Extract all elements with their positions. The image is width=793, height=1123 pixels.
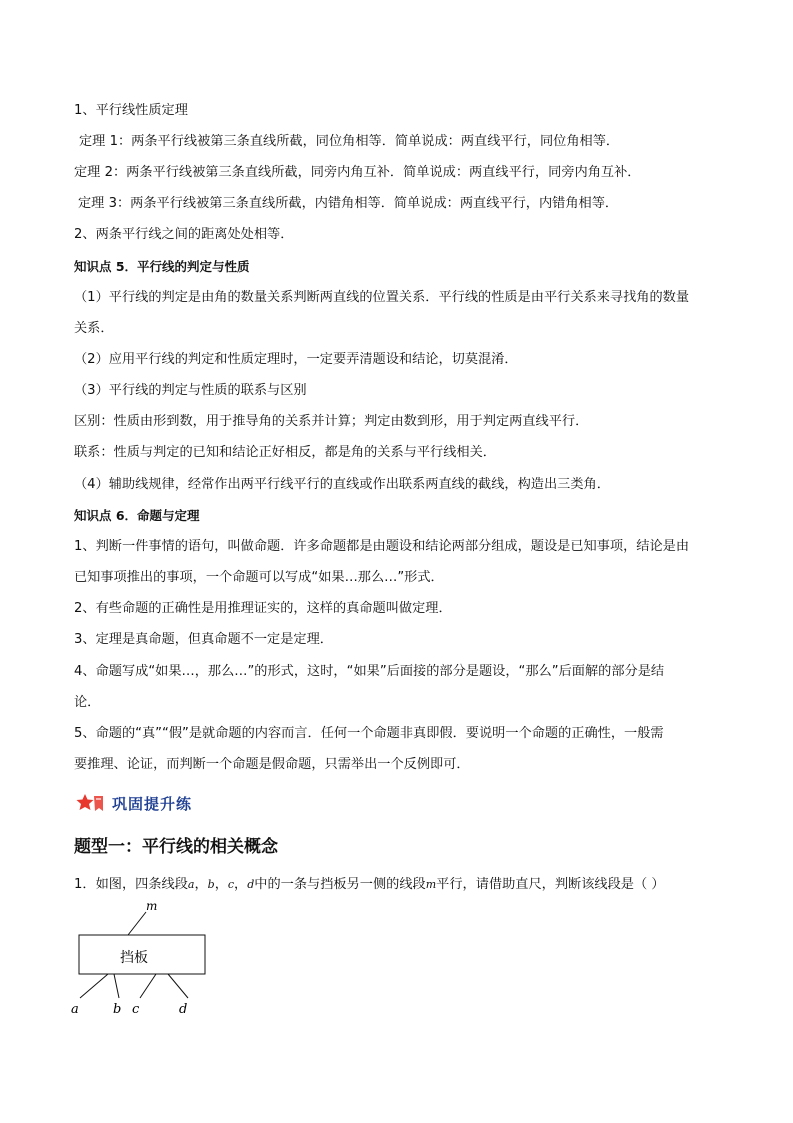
text-line: 要推理、论证，而判断一个命题是假命题，只需举出一个反例即可． <box>74 757 470 772</box>
segment-m <box>128 912 146 935</box>
section-label: 巩固提升练 <box>112 794 193 813</box>
text-line: 2、两条平行线之间的距离处处相等． <box>74 227 294 242</box>
section-banner <box>76 792 192 814</box>
text-line: 5、命题的“真”“假”是就命题的内容而言．任何一个命题非真即假．要说明一个命题的正确性，一般需 <box>74 726 664 741</box>
text-line: 论． <box>74 695 101 710</box>
question-1 <box>74 873 665 892</box>
var-b: b <box>207 878 215 891</box>
segment-d <box>168 974 188 998</box>
text-line: （4）辅助线规律，经常作出两平行线平行的直线或作出联系两直线的截线，构造出三类角． <box>74 477 610 492</box>
var-d: d <box>247 878 255 891</box>
text-line: 1、判断一件事情的语句，叫做命题．许多命题都是由题设和结论两部分组成，题设是已知事项，结论是由 <box>74 539 690 554</box>
text-line: 联系：性质与判定的已知和结论正好相反，都是角的关系与平行线相关． <box>74 445 496 460</box>
label-a: a <box>71 1002 79 1017</box>
question-text: 1．如图，四条线段 <box>74 877 188 892</box>
text-line: 定理 2：两条平行线被第三条直线所截，同旁内角互补．简单说成：两直线平行，同旁内角互补． <box>74 165 641 180</box>
separator: ， <box>214 877 228 892</box>
text-line: 定理 3：两条平行线被第三条直线所截，内错角相等．简单说成：两直线平行，内错角相等． <box>78 196 619 211</box>
section-heading: 知识点 6．命题与定理 <box>74 508 200 523</box>
separator: ， <box>234 877 248 892</box>
text-line: （1）平行线的判定是由角的数量关系判断两直线的位置关系．平行线的性质是由平行关系来寻找角的数量 <box>74 290 690 305</box>
label-b: b <box>113 1002 122 1017</box>
text-line: 关系． <box>74 321 114 336</box>
label-m: m <box>146 899 158 913</box>
board-label: 挡板 <box>120 950 148 966</box>
text-line: 定理 1：两条平行线被第三条直线所截，同位角相等．简单说成：两直线平行，同位角相等． <box>79 134 620 149</box>
separator: ， <box>194 877 208 892</box>
text-line: 3、定理是真命题，但真命题不一定是定理． <box>74 632 333 647</box>
text-line: 已知事项推出的事项，一个命题可以写成“如果…那么…”形式． <box>74 570 444 585</box>
label-d: d <box>179 1002 188 1017</box>
segment-c <box>140 974 156 998</box>
var-m: m <box>425 878 437 891</box>
var-a: a <box>187 878 195 891</box>
star-ribbon-icon <box>76 793 106 813</box>
baffle-diagram <box>60 895 220 1020</box>
type-title: 题型一：平行线的相关概念 <box>74 837 278 857</box>
label-c: c <box>132 1002 140 1017</box>
segment-b <box>114 974 119 998</box>
question-text: 平行，请借助直尺，判断该线段是（ ） <box>436 877 665 892</box>
text-line: 1、平行线性质定理 <box>74 103 188 118</box>
text-line: （3）平行线的判定与性质的联系与区别 <box>74 383 307 398</box>
text-line: 区别：性质由形到数，用于推导角的关系并计算；判定由数到形，用于判定两直线平行． <box>74 414 589 429</box>
section-heading: 知识点 5．平行线的判定与性质 <box>74 259 250 274</box>
text-line: （2）应用平行线的判定和性质定理时，一定要弄清题设和结论，切莫混淆． <box>74 352 518 367</box>
segment-a <box>80 974 108 998</box>
var-c: c <box>227 878 235 891</box>
question-text: 中的一条与挡板另一侧的线段 <box>254 877 426 892</box>
text-line: 4、命题写成“如果…，那么…”的形式，这时，“如果”后面接的部分是题设，“那么”后面解的部分是结 <box>74 664 665 679</box>
text-line: 2、有些命题的正确性是用推理证实的，这样的真命题叫做定理． <box>74 601 452 616</box>
